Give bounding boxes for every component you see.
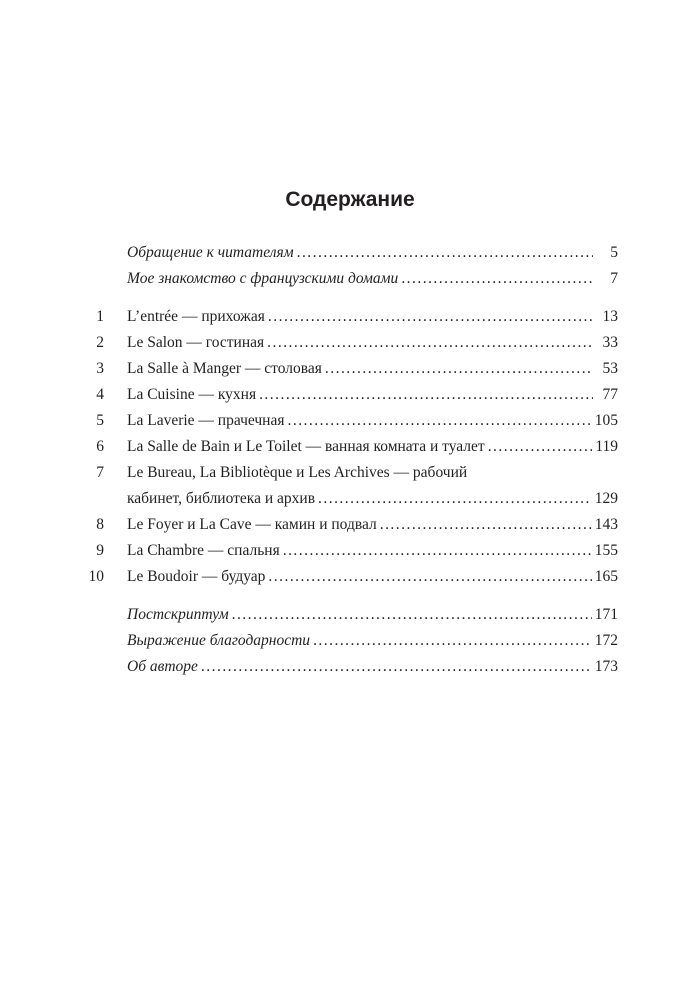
entry-label: Об авторе: [127, 658, 198, 675]
leader-dots: [318, 486, 592, 512]
entry-label: La Salle de Bain и Le Toilet — ванная комната и туалет: [127, 438, 485, 455]
back-matter-group: [80, 602, 618, 680]
chapter-number: 7: [96, 464, 104, 481]
entry-label: La Salle à Manger — столовая: [127, 360, 322, 377]
entry-label: Выражение благодарности: [127, 632, 311, 649]
chapters-group: [80, 304, 618, 590]
entry-label: Постскриптум: [127, 606, 229, 623]
toc-entry[interactable]: [80, 330, 618, 356]
toc-entry[interactable]: [80, 628, 618, 654]
entry-page: 119: [595, 438, 618, 455]
leader-dots: [288, 408, 592, 434]
entry-label: Le Salon — гостиная: [127, 334, 265, 351]
entry-page: 165: [594, 568, 618, 585]
entry-label: La Laverie — прачечная: [127, 412, 285, 429]
entry-label: Le Foyer и La Cave — камин и подвал: [127, 516, 377, 533]
entry-page: 7: [610, 270, 618, 287]
toc-entry[interactable]: [80, 408, 618, 434]
entry-page: 129: [594, 490, 618, 507]
entry-label: La Chambre — спальня: [127, 542, 280, 559]
leader-dots: [268, 304, 593, 330]
entry-page: 13: [602, 308, 618, 325]
entry-page: 155: [594, 542, 618, 559]
toc-entry[interactable]: [80, 654, 618, 680]
leader-dots: [268, 564, 591, 590]
chapter-number: 8: [96, 516, 104, 533]
toc-entry[interactable]: [80, 304, 618, 330]
chapter-number: 9: [96, 542, 104, 559]
toc-entry[interactable]: [80, 382, 618, 408]
page-title: Содержание: [285, 188, 415, 211]
toc-entry[interactable]: [80, 602, 618, 628]
leader-dots: [401, 266, 593, 292]
entry-page: 53: [602, 360, 618, 377]
entry-page: 77: [602, 386, 618, 403]
toc-entry[interactable]: [80, 240, 618, 266]
entry-label: Le Boudoir — будуар: [127, 568, 266, 585]
entry-page: 173: [594, 658, 618, 675]
leader-dots: [232, 602, 592, 628]
table-of-contents: [80, 240, 618, 692]
toc-entry[interactable]: [80, 512, 618, 538]
entry-page: 33: [602, 334, 618, 351]
leader-dots: [259, 382, 593, 408]
leader-dots: [488, 434, 593, 460]
leader-dots: [325, 356, 593, 382]
leader-dots: [267, 330, 593, 356]
entry-page: 105: [594, 412, 618, 429]
chapter-number: 3: [96, 360, 104, 377]
toc-entry[interactable]: [80, 266, 618, 292]
leader-dots: [283, 538, 592, 564]
leader-dots: [380, 512, 592, 538]
chapter-number: 5: [96, 412, 104, 429]
entry-label: La Cuisine — кухня: [127, 386, 257, 403]
chapter-number: 2: [96, 334, 104, 351]
entry-label: кабинет, библиотека и архив: [127, 490, 316, 507]
toc-entry[interactable]: [80, 356, 618, 382]
entry-page: 5: [610, 244, 618, 261]
leader-dots: [313, 628, 592, 654]
leader-dots: [297, 240, 593, 266]
entry-label: Обращение к читателям: [127, 244, 294, 261]
toc-entry[interactable]: [80, 460, 618, 486]
toc-entry[interactable]: [80, 564, 618, 590]
toc-entry-continuation[interactable]: [80, 486, 618, 512]
chapter-number: 1: [96, 308, 104, 325]
leader-dots: [201, 654, 592, 680]
toc-entry[interactable]: [80, 538, 618, 564]
entry-page: 143: [594, 516, 618, 533]
entry-page: 172: [594, 632, 618, 649]
entry-page: 171: [594, 606, 618, 623]
entry-label: L’entrée — прихожая: [127, 308, 265, 325]
chapter-number: 4: [96, 386, 104, 403]
toc-entry[interactable]: [80, 434, 618, 460]
front-matter-group: [80, 240, 618, 292]
chapter-number: 10: [88, 568, 104, 585]
chapter-number: 6: [96, 438, 104, 455]
entry-label: Мое знакомство с французскими домами: [127, 270, 399, 287]
entry-label: Le Bureau, La Bibliotèque и Les Archives — рабочий: [127, 464, 468, 481]
